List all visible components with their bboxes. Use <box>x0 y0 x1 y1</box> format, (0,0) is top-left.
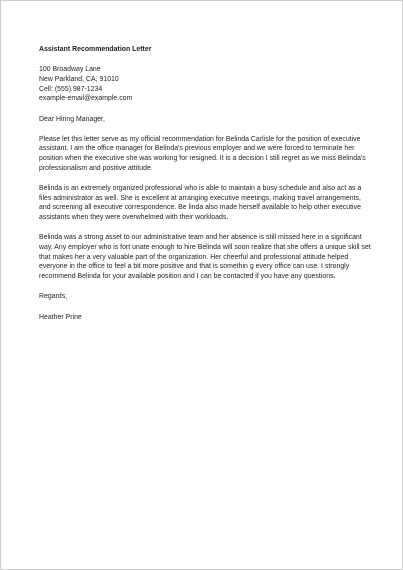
paragraph-line: professionalism and positive attitude. <box>39 164 153 172</box>
paragraph-1 <box>39 135 373 174</box>
sender-address <box>39 65 373 104</box>
letter-body <box>39 45 373 322</box>
closing: Regards, <box>39 293 68 301</box>
paragraph-3 <box>39 233 373 282</box>
paragraph-line: everyone in the office to feel a bit more positive and that is somethin g every office can use. I strongly <box>39 263 350 271</box>
signature-name: Heather Prine <box>39 313 82 321</box>
paragraph-line: recommend Belinda for your available position and I can be contacted if you have any questions. <box>39 273 336 281</box>
paragraph-line: assistants when they were overwhelmed with their workloads. <box>39 214 229 222</box>
paragraph-line: way. Any employer who is fort unate enough to hire Belinda will soon realize that she offers a unique skill set <box>39 244 371 252</box>
address-street: 100 Broadway Lane <box>39 66 101 74</box>
paragraph-line: Belinda is an extremely organized professional who is able to maintain a busy schedule and also act as a <box>39 185 362 193</box>
address-city: New Parkland, CA, 91010 <box>39 75 119 83</box>
paragraph-line: Please let this letter serve as my official recommendation for Belinda Carlisle for the position of executive <box>39 135 361 143</box>
paragraph-line: position when the executive she was working for resigned. It is a decision I still regret as we miss Belinda's <box>39 155 366 163</box>
paragraph-line: files administrator as well. She is excellent at arranging executive meetings, making travel arrangements, <box>39 194 361 202</box>
address-email: example-email@example.com <box>39 95 133 103</box>
address-phone: Cell: (555) 987-1234 <box>39 85 103 93</box>
paragraph-line: Belinda was a strong asset to our administrative team and her absence is still missed here in a significant <box>39 234 362 242</box>
paragraph-line: and screening all executive correspondence. Be linda also made herself available to help other executive <box>39 204 361 212</box>
salutation: Dear Hiring Manager, <box>39 115 105 123</box>
paragraph-2 <box>39 184 373 223</box>
letter-title: Assistant Recommendation Letter <box>39 46 152 53</box>
paragraph-line: assistant. I am the office manager for Belinda's previous employer and we were forced to terminate her <box>39 145 355 153</box>
paragraph-line: that makes her a very valuable part of the organization. Her cheerful and professional attitude helped <box>39 253 349 261</box>
